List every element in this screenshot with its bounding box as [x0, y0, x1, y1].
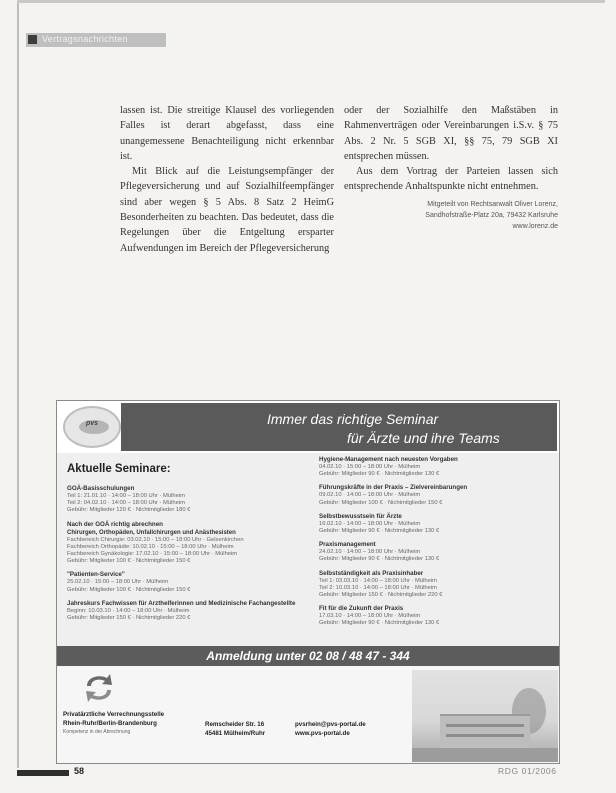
registration-phone-bar: Anmeldung unter 02 08 / 48 47 - 344 — [57, 646, 559, 666]
seminar-item — [319, 484, 551, 506]
organization-name: Privatärztliche Verrechnungsstelle — [63, 711, 165, 718]
window-row — [446, 724, 524, 727]
seminar-item — [319, 513, 551, 535]
article-signature — [370, 199, 558, 232]
seminar-detail: Fachbereich Chirurgie: 03.02.10 · 15:00 – 18:00 Uhr · Gelsenkirchen — [67, 536, 244, 543]
banner-subheadline: für Ärzte und ihre Teams — [347, 430, 500, 446]
ground-shape — [412, 748, 558, 762]
seminar-detail: Fachbereich Gynäkologie: 17.02.10 · 15:00 – 18:00 Uhr · Mülheim — [67, 551, 238, 558]
signature-line: www.lorenz.de — [512, 223, 558, 230]
seminar-detail: Gebühr: Mitglieder 120 € · Nichtmitglieder 180 € — [67, 507, 191, 514]
seminar-item — [67, 521, 303, 566]
seminar-detail: Gebühr: Mitglieder 90 € · Nichtmitglieder 130 € — [319, 620, 440, 627]
seminar-detail: Beginn: 10.03.10 · 14:00 – 18:00 Uhr · Mülheim — [67, 607, 190, 614]
top-rule — [17, 0, 605, 3]
address-block — [205, 720, 265, 738]
seminar-title: Nach der GOÄ richtig abrechnen — [67, 520, 163, 528]
ad-header — [57, 401, 559, 453]
seminar-detail: Gebühr: Mitglieder 100 € · Nichtmitglieder 150 € — [67, 586, 191, 593]
seminar-item — [67, 600, 303, 622]
seminar-title: Selbstbewusstsein für Ärzte — [319, 512, 402, 520]
contact-block — [295, 720, 366, 738]
seminar-detail: Gebühr: Mitglieder 90 € · Nichtmitglieder 130 € — [319, 556, 440, 563]
contact-email[interactable]: pvsrhein@pvs-portal.de — [295, 721, 366, 728]
seminar-item — [67, 571, 303, 593]
seminar-detail: Gebühr: Mitglieder 150 € · Nichtmitglieder 220 € — [319, 592, 443, 599]
section-marker-icon — [28, 35, 37, 44]
seminar-detail: 04.02.10 · 15:00 – 18:00 Uhr · Mülheim — [319, 464, 421, 470]
seminar-title: GOÄ-Basisschulungen — [67, 485, 135, 492]
ad-footer — [57, 666, 559, 763]
article-column-left — [120, 103, 334, 256]
page-number: 58 — [74, 766, 85, 776]
article-paragraph: Aus dem Vortrag der Parteien lassen sich entsprechende Anhaltspunkte nicht entnehmen. — [344, 166, 558, 193]
seminar-detail: Gebühr: Mitglieder 100 € · Nichtmitglieder 150 € — [67, 558, 191, 565]
banner-headline: Immer das richtige Seminar — [267, 411, 439, 427]
seminar-item — [319, 541, 551, 563]
seminar-advertisement — [56, 400, 560, 764]
seminar-detail: 16.02.10 · 14:00 – 18:00 Uhr · Mülheim — [319, 520, 421, 527]
seminar-detail: 25.02.10 · 15:00 – 18:00 Uhr · Mülheim — [67, 579, 169, 586]
seminar-detail: Gebühr: Mitglieder 100 € · Nichtmitglieder 150 € — [319, 499, 443, 506]
seminar-item — [319, 605, 551, 627]
seminar-detail: Gebühr: Mitglieder 150 € · Nichtmitglieder 220 € — [67, 615, 191, 622]
seminar-detail: Teil 2: 10.03.10 · 14:00 – 18:00 Uhr · Mülheim — [319, 584, 437, 591]
signature-line: Sandhofstraße-Platz 20a, 79432 Karlsruhe — [425, 212, 558, 219]
section-title: Vertragsnachrichten — [42, 34, 128, 44]
contact-website[interactable]: www.pvs-portal.de — [295, 730, 350, 737]
address-street: Remscheider Str. 16 — [205, 721, 265, 728]
article-paragraph: lassen ist. Die streitige Klausel des vorliegenden Falles ist derart abgefasst, dass eine unangemessene Benachteiligung nicht erkennbar ist. — [120, 105, 334, 162]
seminar-list-left — [67, 461, 303, 628]
seminar-subtitle: Chirurgen, Orthopäden, Unfallchirurgen und Anästhesisten — [67, 529, 236, 536]
seminar-detail: Teil 1: 03.03.10 · 14:00 – 18:00 Uhr · Mülheim — [319, 577, 437, 584]
seminar-detail: Gebühr: Mitglieder 90 € · Nichtmitglieder 130 € — [319, 528, 440, 535]
address-city: 45481 Mülheim/Ruhr — [205, 730, 266, 737]
seminar-detail: 17.03.10 · 14:00 – 18:00 Uhr · Mülheim — [319, 613, 421, 620]
article-paragraph: Mit Blick auf die Leistungsempfänger der Pflegeversicherung und auf Sozialhilfeempfänger sind aber wegen § 5 Abs. 8 Satz 2 HeimG Besonderheiten zu beachten. Das bedeutet, dass die Regelungen über die Entgeltung ersparter Aufwendungen im Bereich der Pflegeversicherung — [120, 166, 334, 254]
seminar-heading: Aktuelle Seminare: — [67, 463, 171, 475]
organization-region: Rhein-Ruhr/Berlin-Brandenburg — [63, 720, 157, 727]
journal-issue: RDG 01/2006 — [498, 766, 557, 776]
building-shape — [440, 714, 530, 750]
seminar-detail: Gebühr: Mitglieder 90 € · Nichtmitglieder 130 € — [319, 471, 440, 478]
left-margin-rule — [17, 3, 19, 768]
seminar-item — [319, 570, 551, 600]
pvs-eye-logo-icon — [63, 406, 121, 448]
article-paragraph: oder der Sozialhilfe den Maßstäben in Rahmenverträgen oder Vereinbarungen i.S.v. § 75 Abs. 2 Nr. 5 SGB XI, §§ 75, 79 SGB XI entsprechen müssen. — [344, 105, 558, 162]
organization-block — [63, 710, 164, 737]
ad-banner — [121, 403, 557, 451]
page-number-bar — [17, 770, 69, 776]
seminar-title: Jahreskurs Fachwissen für Arzthelferinnen und Medizinische Fachangestellte — [67, 599, 296, 607]
seminar-item — [67, 485, 303, 515]
seminar-title: Führungskräfte in der Praxis – Zielvereinbarungen — [319, 484, 468, 492]
seminar-detail: Fachbereich Orthopädie: 10.02.10 · 15:00 – 18:00 Uhr · Mülheim — [67, 543, 234, 550]
seminar-title: Fit für die Zukunft der Praxis — [319, 605, 404, 613]
seminar-title: Hygiene-Management nach neuesten Vorgaben — [319, 456, 458, 463]
seminar-item — [319, 456, 551, 478]
window-row — [446, 734, 524, 737]
seminar-detail: Teil 2: 04.02.10 · 14:00 – 18:00 Uhr · Mülheim — [67, 500, 185, 507]
seminar-detail: Teil 1: 21.01.10 · 14:00 – 18:00 Uhr · Mülheim — [67, 493, 185, 499]
seminar-title: Selbstständigkeit als Praxisinhaber — [319, 569, 424, 577]
signature-line: Mitgeteilt von Rechtsanwalt Oliver Lorenz, — [427, 201, 558, 208]
logo-text: pvs — [85, 420, 99, 427]
pvs-arrows-logo-icon — [81, 672, 117, 704]
seminar-list-right — [319, 456, 551, 634]
article-column-right — [344, 103, 558, 195]
seminar-detail: 09.02.10 · 14:00 – 18:00 Uhr · Mülheim — [319, 492, 421, 499]
building-photo — [412, 670, 558, 762]
seminar-title: Praxismanagement — [319, 541, 376, 549]
seminar-detail: 24.02.10 · 14:00 – 18:00 Uhr · Mülheim — [319, 549, 421, 556]
seminar-title: "Patienten-Service" — [67, 571, 125, 579]
organization-tagline: Kompetenz in der Abrechnung — [63, 729, 131, 735]
